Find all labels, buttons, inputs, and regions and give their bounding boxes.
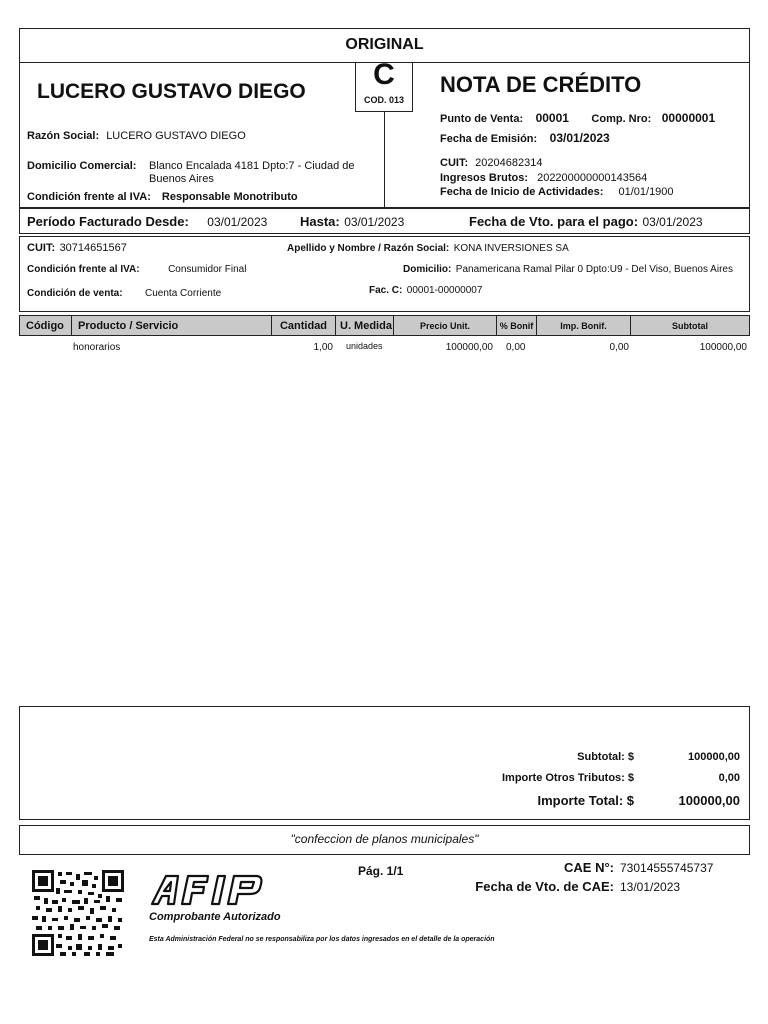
qr-code <box>32 870 124 956</box>
inicio-row <box>440 186 674 198</box>
th-codigo: Código <box>20 316 72 335</box>
row-producto: honorarios <box>73 342 121 353</box>
period-hasta <box>300 213 404 231</box>
period-vto <box>469 213 703 231</box>
fecha-emision-row <box>440 129 610 147</box>
th-unidad: U. Medida <box>336 316 394 335</box>
comp-nro-label: Comp. Nro: <box>591 113 652 125</box>
client-venta-value: Cuenta Corriente <box>145 288 222 299</box>
row-imp-bonif: 0,00 <box>609 342 629 353</box>
items-table-header <box>19 315 750 336</box>
page-number: Pág. 1/1 <box>358 864 404 878</box>
letter-code: COD. 013 <box>363 95 405 105</box>
client-fac-value: 00001-00000007 <box>406 285 483 296</box>
letter: C <box>373 58 395 91</box>
otros-label: Importe Otros Tributos: $ <box>501 772 634 784</box>
client-venta <box>27 283 221 301</box>
client-nombre-label: Apellido y Nombre / Razón Social: <box>287 243 450 254</box>
cae-value: 73014555745737 <box>620 861 714 875</box>
th-bonif: % Bonif <box>497 316 537 335</box>
inicio-value: 01/01/1900 <box>618 186 674 198</box>
period-desde <box>27 213 267 231</box>
subtotal-label: Subtotal: $ <box>577 751 634 763</box>
th-cantidad: Cantidad <box>272 316 336 335</box>
client-nombre-value: KONA INVERSIONES SA <box>453 243 569 254</box>
fecha-emision-label: Fecha de Emisión: <box>440 133 538 145</box>
row-cantidad: 1,00 <box>313 342 333 353</box>
client-iva <box>27 259 246 277</box>
iva-value: Responsable Monotributo <box>161 191 298 203</box>
razon-social-row <box>27 130 246 142</box>
razon-social-value: LUCERO GUSTAVO DIEGO <box>106 130 246 142</box>
period-desde-label: Período Facturado Desde: <box>27 214 189 229</box>
client-domicilio-label: Domicilio: <box>403 264 452 275</box>
client-fac <box>369 280 482 298</box>
client-cuit-label: CUIT: <box>27 242 56 254</box>
th-precio: Precio Unit. <box>394 316 497 335</box>
afip-logo <box>150 872 266 906</box>
inicio-label: Fecha de Inicio de Actividades: <box>440 186 604 198</box>
iibb-label: Ingresos Brutos: <box>440 172 529 184</box>
punto-venta-value: 00001 <box>535 111 569 125</box>
issuer-name: LUCERO GUSTAVO DIEGO <box>37 80 306 103</box>
period-desde-value: 03/01/2023 <box>207 215 268 229</box>
copy-label: ORIGINAL <box>345 36 424 53</box>
observation-text: "confeccion de planos municipales" <box>290 832 479 846</box>
total-value: 100000,00 <box>678 793 740 808</box>
otros-value: 0,00 <box>718 772 740 784</box>
client-nombre <box>287 238 569 256</box>
punto-venta-row <box>440 109 715 127</box>
iibb-value: 202200000000143564 <box>537 172 648 184</box>
punto-venta-label: Punto de Venta: <box>440 113 524 125</box>
header-center-divider <box>384 112 385 208</box>
authorized-text: Comprobante Autorizado <box>149 911 281 923</box>
row-bonif: 0,00 <box>506 342 526 353</box>
cae-vto-label: Fecha de Vto. de CAE: <box>475 879 614 894</box>
row-subtotal: 100000,00 <box>699 342 747 353</box>
client-iva-value: Consumidor Final <box>168 264 247 275</box>
client-iva-label: Condición frente al IVA: <box>27 264 140 275</box>
row-precio: 100000,00 <box>445 342 493 353</box>
comp-nro-value: 00000001 <box>661 111 716 125</box>
cuit-value: 20204682314 <box>475 157 543 169</box>
iibb-row <box>440 172 647 184</box>
iva-row <box>27 191 298 203</box>
client-cuit-value: 30714651567 <box>59 242 127 254</box>
cae-label: CAE N°: <box>564 860 614 875</box>
afip-logo-graphic <box>150 872 266 906</box>
doc-type: NOTA DE CRÉDITO <box>440 72 642 97</box>
cuit-label: CUIT: <box>440 157 469 169</box>
cuit-row <box>440 157 542 169</box>
domicilio-line2: Buenos Aires <box>149 173 214 185</box>
client-domicilio-value: Panamericana Ramal Pilar 0 Dpto:U9 - Del Viso, Buenos Aires <box>455 264 733 275</box>
razon-social-label: Razón Social: <box>27 130 100 142</box>
client-cuit <box>27 238 127 256</box>
domicilio-label: Domicilio Comercial: <box>27 160 137 172</box>
table-row <box>19 340 750 356</box>
th-imp-bonif: Imp. Bonif. <box>537 316 631 335</box>
period-hasta-label: Hasta: <box>300 214 340 229</box>
domicilio-line1: Blanco Encalada 4181 Dpto:7 - Ciudad de <box>149 160 355 172</box>
period-vto-value: 03/01/2023 <box>642 215 703 229</box>
cae-vto-value: 13/01/2023 <box>620 880 681 894</box>
client-fac-label: Fac. C: <box>369 285 403 296</box>
client-venta-label: Condición de venta: <box>27 288 123 299</box>
subtotal-value: 100000,00 <box>688 751 740 763</box>
total-label: Importe Total: $ <box>537 793 634 808</box>
th-producto: Producto / Servicio <box>72 316 272 335</box>
fecha-emision-value: 03/01/2023 <box>549 131 610 145</box>
th-subtotal: Subtotal <box>672 320 708 331</box>
row-unidad: unidades <box>346 341 383 351</box>
iva-label: Condición frente al IVA: <box>27 191 151 203</box>
period-hasta-value: 03/01/2023 <box>344 215 405 229</box>
period-vto-label: Fecha de Vto. para el pago: <box>469 214 639 229</box>
disclaimer-text: Esta Administración Federal no se responsabiliza por los datos ingresados en el detalle de la operación <box>149 936 495 943</box>
client-domicilio <box>403 259 733 277</box>
